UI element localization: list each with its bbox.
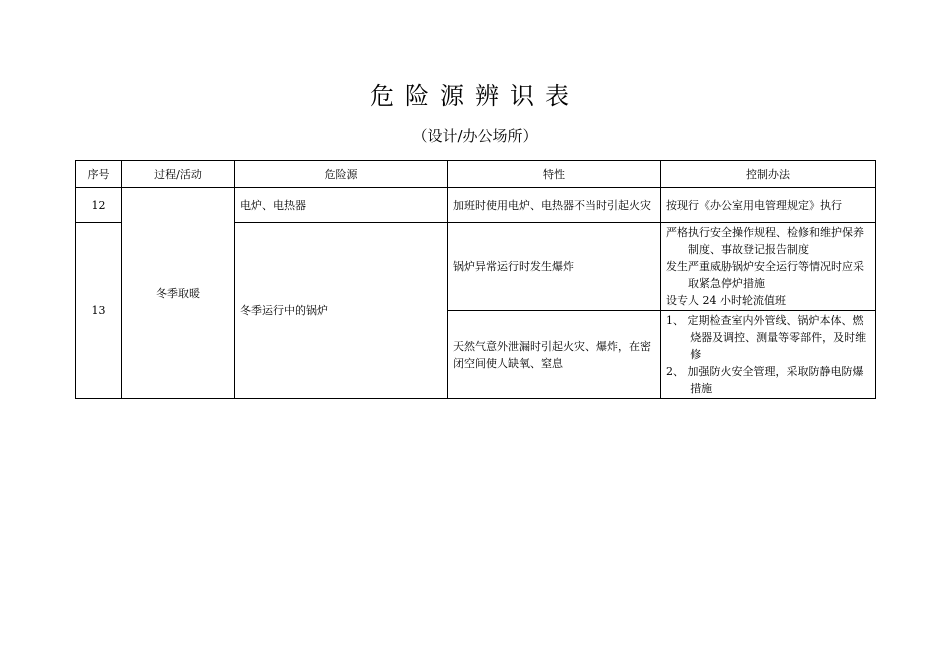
header-feature: 特性 (448, 161, 661, 188)
hazard-cell: 电炉、电热器 (235, 188, 448, 223)
hazard-table (75, 160, 876, 399)
feature-cell: 加班时使用电炉、电热器不当时引起火灾 (448, 188, 661, 223)
hazard-cell: 冬季运行中的锅炉 (235, 223, 448, 399)
header-hazard: 危险源 (235, 161, 448, 188)
page-subtitle: （设计/办公场所） (412, 127, 538, 145)
control-cell (661, 223, 876, 311)
control-cell (661, 311, 876, 399)
header-activity: 过程/活动 (122, 161, 235, 188)
header-control: 控制办法 (661, 161, 876, 188)
control-line: 1、 定期检查室内外管线、锅炉本体、燃烧器及调控、测量等零部件，及时维修 (666, 314, 867, 361)
control-line: 严格执行安全操作规程、检修和维护保养制度、事故登记报告制度 (666, 226, 864, 256)
page-title: 危险源辨识表 (370, 82, 580, 110)
activity-cell: 冬季取暖 (122, 188, 235, 399)
control-line: 2、 加强防火安全管理，采取防静电防爆措施 (666, 365, 864, 395)
control-line: 设专人 24 小时轮流值班 (666, 294, 786, 307)
row-no: 12 (76, 188, 122, 223)
row-no: 13 (76, 223, 122, 399)
table-header-row (76, 161, 876, 188)
control-line: 发生严重威胁锅炉安全运行等情况时应采取紧急停炉措施 (666, 260, 864, 290)
table-row (76, 188, 876, 223)
feature-cell: 天然气意外泄漏时引起火灾、爆炸，在密闭空间使人缺氧、窒息 (448, 311, 661, 399)
header-no: 序号 (76, 161, 122, 188)
control-cell: 按现行《办公室用电管理规定》执行 (661, 188, 876, 223)
feature-cell: 锅炉异常运行时发生爆炸 (448, 223, 661, 311)
